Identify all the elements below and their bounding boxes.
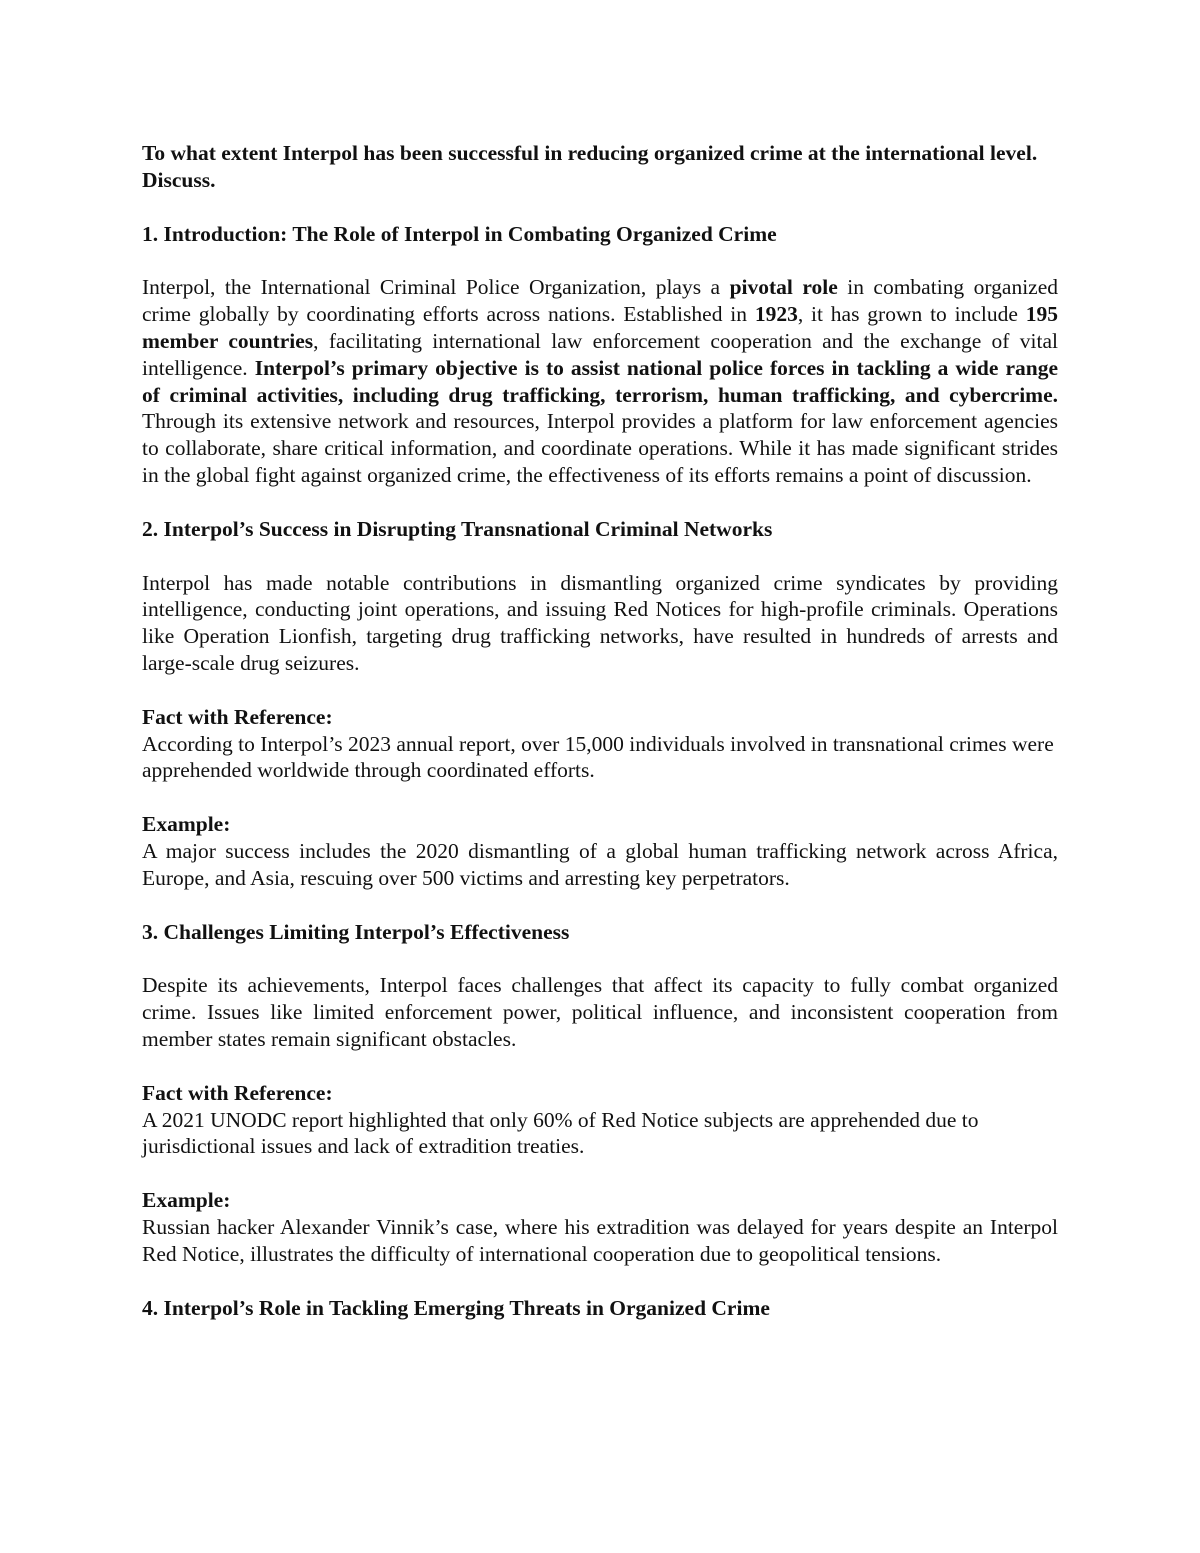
fact-label: Fact with Reference:: [142, 1080, 333, 1105]
fact-text: A 2021 UNODC report highlighted that only 60% of Red Notice subjects are apprehended due to jurisdictional issues and lack of extradition treaties.: [142, 1107, 979, 1159]
section-1-paragraph: [142, 274, 1058, 488]
example-text: A major success includes the 2020 dismantling of a global human trafficking network across Africa, Europe, and Asia, rescuing over 500 victims and arresting key perpetrators.: [142, 838, 1058, 890]
section-2-heading: 2. Interpol’s Success in Disrupting Transnational Criminal Networks: [142, 516, 773, 541]
example-label: Example:: [142, 812, 231, 837]
section-2-example: [142, 811, 1058, 891]
bold-run: 195 member countries: [142, 302, 1058, 353]
text-run: Through its extensive network and resources, Interpol provides a platform for law enforcement agencies to collaborate, share critical information, and coordinate operations. While it has made significant strides in the global fight against organized crime, the effectiveness of its efforts remains a point of discussion.: [142, 409, 1058, 487]
document-page: [142, 140, 1058, 1348]
section-3-example: [142, 1187, 1058, 1267]
section-4-heading: 4. Interpol’s Role in Tackling Emerging Threats in Organized Crime: [142, 1295, 770, 1320]
text-run: in combating organized crime globally by coordinating efforts across nations. Established in: [142, 275, 1059, 327]
example-text: Russian hacker Alexander Vinnik’s case, where his extradition was delayed for years despite an Interpol Red Notice, illustrates the difficulty of international cooperation due to geopolitical tensions.: [142, 1214, 1058, 1266]
example-label: Example:: [142, 1188, 231, 1213]
section-2-paragraph: Interpol has made notable contributions in dismantling organized crime syndicates by providing intelligence, conducting joint operations, and issuing Red Notices for high-profile criminals. Operations like Operation Lionfish, targeting drug trafficking networks, have resulted in hundreds of arrests and large-scale drug seizures.: [142, 570, 1058, 675]
text-run: , facilitating international law enforcement cooperation and the exchange of vital intelligence.: [142, 328, 1058, 380]
section-3-paragraph: Despite its achievements, Interpol faces challenges that affect its capacity to fully combat organized crime. Issues like limited enforcement power, political influence, and inconsistent cooperation from member states remain significant obstacles.: [142, 973, 1058, 1051]
fact-text: According to Interpol’s 2023 annual report, over 15,000 individuals involved in transnational crimes were apprehended worldwide through coordinated efforts.: [142, 731, 1054, 783]
section-3-heading: 3. Challenges Limiting Interpol’s Effectiveness: [142, 919, 570, 944]
fact-label: Fact with Reference:: [142, 704, 333, 729]
bold-run: 1923: [754, 302, 798, 327]
section-1-heading: 1. Introduction: The Role of Interpol in Combating Organized Crime: [142, 221, 777, 246]
bold-run: pivotal role: [729, 275, 838, 300]
section-3-fact: [142, 1080, 1058, 1160]
text-run: Interpol, the International Criminal Police Organization, plays a: [142, 275, 730, 300]
bold-run: Interpol’s primary objective is to assist national police forces in tackling a wide range of criminal activities, including drug trafficking, terrorism, human trafficking, and cybercrime.: [142, 355, 1058, 407]
document-title: To what extent Interpol has been successful in reducing organized crime at the international level. Discuss.: [142, 141, 1038, 192]
text-run: , it has grown to include: [797, 302, 1026, 327]
section-2-fact: [142, 704, 1058, 784]
